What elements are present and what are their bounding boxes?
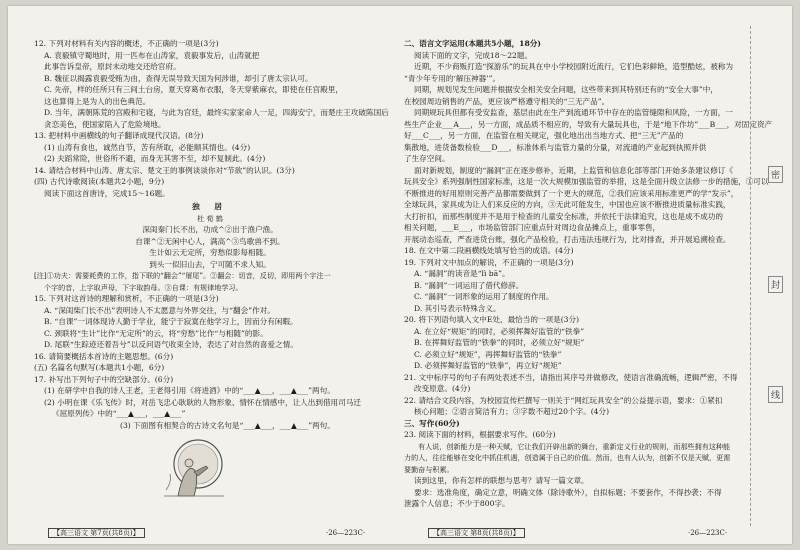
poem-line: 自课^②无闲中心人，满高^③鸟歌兽不到。 [135,236,285,246]
passage-line: 全球玩具，家具成为让人们来反应的方向，③无此可能发生，中国也应该不断推进质量标准实践， [404,200,731,209]
passage-line: 些生产企业___A___，另一方面，成品质不相应的，导致有大量玩具也，于是“地下作坊”___B___，对固定资产 [404,119,773,129]
poem-note-2: 个字的音，上字取声母，下字取韵母。③自课：有规律地学习。 [44,282,243,292]
essay-material: 有人说，创新能力是一种天赋，它让我们开辟出新的舞台，重新定义行业的规则，而那些拥有这种能力的人，往往能够在变化中抓住机遇，创造属于自己的价值。然而，也有人认为，创新不仅是天赋，更需要勤奋与积累。 [404,441,731,474]
poem-line: 到头一似旧山去，宁可随不求人知。 [149,259,271,269]
section-writing-heading: 三、写作(60分) [404,418,460,428]
q16-stem: 16. 请简要概括本首诗的主题思想。(6分) [34,351,174,361]
passage-line: 同期规玩具但都有受安监查，基层由此在生产到流通环节中存在的监管缝隙和风险，一方面，一 [414,108,733,117]
q12-stem: 12. 下列对材料有关内容的概述，不正确的一项是(3分) [34,39,219,48]
moon-drinking-illustration [158,430,230,502]
passage-line: 好___C___，另一方面，在监管在相关规定，强化地出出当地方式、把“三无”产品的 [404,131,684,140]
q20-d: D. 必须挥舞好监管的“铁拳”，再立好“规矩” [414,361,562,370]
footer-right-tag: 【高三语文 第8页(共8页)】 [428,529,525,538]
seal-char: 密 [768,166,783,183]
q20-a: A. 在立好“规矩”的同时，必须挥舞好监管的“铁拳” [414,326,585,336]
passage-line: 同期，规划见发生问题并根据安全相关安全问题，这些带来到其特别还有的“安全大事”中， [414,85,718,94]
poem-author: 杜 荀 鹤 [197,213,223,223]
q12-b: B. 魏征以揭露袁毅受贿为由，查得无误导致天国为何涉谁，却引了唐太宗认可。 [44,73,313,83]
q12-c: C. 先帝，样的任所只有三间土台房，夏天穿葛布衣服，冬天穿紫麻衣，即使在任宫殿里， [44,85,343,94]
q22-stem-2: 核心问题；②语言简洁有力；③字数不超过20个字。(4分) [414,407,610,416]
q12-a: A. 袁毅镇守蜀地时，用一匹布在山涛家，袁毅事发后，山涛就把 [44,50,260,60]
q15-b: B. “自课”一词体现诗人勤于学业，能宁于寂寞在他学习上，因而分有闲暇。 [44,317,298,326]
q18-stem: 18. 在文中第二段画横线处填写恰当的成语。(4分) [404,246,574,255]
passage-line: “青少年专用的‘解压神器’”。 [404,73,501,83]
q22-stem: 22. 请结合文段内容，为校园宣传栏撰写一则关于“网红玩具安全”的公益提示语，要求：①紧扣 [404,395,723,405]
poem-line: 生计如云无定所，穷愁似影每相随。 [149,248,271,257]
q14-stem: 14. 请结合材料中山涛、唐太宗、楚文王的事例谈谈你对“节欲”的认识。(3分) [34,165,295,175]
passage-line: 玩具安全》系列强制性国家标准，这是一次大规模加强监管的举措，这是全面升级立法修一步的措施，①可以 [404,177,769,186]
q19-c: C. “漏洞”一词形象的运用了制度的作用。 [414,292,554,301]
q13-stem: 13. 把材料中画横线的句子翻译成现代汉语。(8分) [34,131,204,140]
passage-line: 了生存空间。 [404,154,450,163]
q19-stem: 19. 下列对文中加点的解说，不正确的一项是(3分) [404,257,574,267]
passage-line: 相关问题，___E___，市场监管部门应重点针对周边食品摊点上，重事零售， [404,223,661,232]
passage-line: 在校园周边销售的产品，更应该严格遵守相关的“三无产品”。 [404,96,610,106]
q21-stem-2: 改变原意。(4分) [414,384,471,393]
q20-c: C. 必须立好“规矩”，再挥舞好监管的“铁拳” [414,349,562,359]
poem-line: 深闺秦门长不出，功成^②出于渔户渔。 [142,225,278,234]
q17-stem: 17. 补写出下列句子中的空缺部分。(6分) [34,374,174,384]
q12-d: D. 当年，满朝陈荒的宫殿和宅寝，与此为宫廷，最终实家家命人一足，四海安宁，而楚庄王攻破陈国后 [44,108,389,117]
q15-a: A. “深闺柴门长不出”表明诗人不太愿意与外界交往，与“翻会”作对。 [44,305,275,315]
essay-requirements-2: 泄露个人信息；不少于800字。 [404,499,510,508]
q20-b: B. 在挥舞好监管的“铁拳”的同时，必须立好“规矩” [414,338,585,347]
q15-c: C. 颈联将“生计”比作“无定所”的云，将“穷愁”比作“与相随”的影。 [44,328,268,338]
q15-stem: 15. 下列对这首诗的理解和赏析，不正确的一项是(3分) [34,294,219,303]
lang-intro: 阅读下面的文字，完成18～22题。 [414,50,533,60]
q17-1: (1) 在研学中自我的诗人王老，王老得引用《将进酒》中的“___▲___，___▲___”两句。 [44,386,335,395]
q12-d2: 贪恋美色，使国家陷入了危险境地。 [44,119,166,129]
passage-line: 面对新规划，制度的“漏洞”正在逐步修补，近期，上监管和信息化部等部门开始多条建议修订《 [414,165,734,175]
poem-title: 独 居 [192,202,228,211]
section-language-heading: 二、语言文字运用(本题共5小题，18分) [404,39,541,48]
right-column [404,38,773,520]
essay-question: 读到这里，你有怎样的联想与思考？请写一篇文章。 [414,476,589,485]
q17-2b: 《屈原列传》中的“___▲___，___▲___” [52,409,186,418]
passage-line: 不断推进的好用原则完善产品都需要做到了一个更大的规范，②我们应该采用标准更严的学“发示”， [404,188,739,198]
q13-1: (1) 山涛有食也，诚然自节，苦有所取，必能顺其情也。(4分) [44,142,251,152]
footer-right-code: ·26—223C· [688,529,728,537]
poetry-intro: 阅读下面这首唐诗，完成15～16题。 [44,188,170,198]
seal-char: 封 [768,276,783,293]
section-poetry-heading: (四) 古代诗歌阅读(本题共2小题，9分) [34,177,165,186]
essay-requirements: 要求：选准角度，确定立意，明确文体（除诗歌外），自拟标题；不要套作，不得抄袭；不得 [414,487,722,497]
footer-left-tag: 【高三语文 第7页(共8页)】 [48,529,145,538]
q19-b: B. “漏洞”一词运用了借代修辞。 [414,280,524,290]
q21-stem: 21. 文中标序号的句子有两处表述不当，请指出其序号并做修改，使语言准确流畅，逻辑严密，不得 [404,372,738,382]
passage-line: 大打折扣，而那些制度并不是用于检查的儿童安全标准，并依托于法律追究，这也是成不成功的 [404,211,723,221]
q12-c2: 这也算得上是为人的出色典范。 [44,96,151,106]
q19-a: A. “漏洞”的读音是“lì bā”。 [414,269,510,278]
q15-d: D. 尾联“生踪迹还着吾兮”以反问语气收束全诗，表达了对自然的喜爱之情。 [44,340,298,349]
passage-line: 开展动态巡查，严查进货台账，强化产品检验，打击违法违规行为，比对排查，并开展追溯检查。 [404,234,731,244]
exam-sheet [8,6,792,544]
footer-left-code: ·26—223C· [326,529,366,537]
q19-d: D. 其引号表示特殊含义。 [414,303,501,313]
passage-line: 集散地，进货备数检验___D___，标准体系与监管力量的分量，对流通的产业起到执照并供 [404,142,707,152]
q12-a2: 此事告诉皇帝，原封未动地交还给官府。 [44,62,181,71]
q17-2: (2) 小明在课《乐飞传》时，对岳飞忠心耿耿的人物形象、情怀在情感中，让人出到借用司马迁 [44,397,361,407]
q17-3: (3) 下面图有相契合的古诗文名句是“___▲___，___▲___”两句。 [120,420,335,430]
q23-stem: 23. 阅读下面的材料，根据要求写作。(60分) [404,430,556,439]
seal-char: 线 [768,386,783,403]
q20-stem: 20. 将下列语句填入文中E处，最恰当的一项是(3分) [404,315,580,324]
passage-line: 近期，不少商贩打造“探游乐”的玩具在中小学校园附近流行，它们色彩鲜艳，造型酷炫，被称为 [414,62,734,71]
section-recitation-heading: (五) 名篇名句默写(本题共1小题，6分) [34,363,165,372]
q13-2: (2) 夫蹈常险，世俗所不避，而身无其害不至，却不复制此。(4分) [44,154,266,163]
poem-note: [注]①功夫：需要耗费的工作，指下联的“翻会”“屠尾”。②翻会：切音，反切，即用两个字注一 [34,271,331,280]
